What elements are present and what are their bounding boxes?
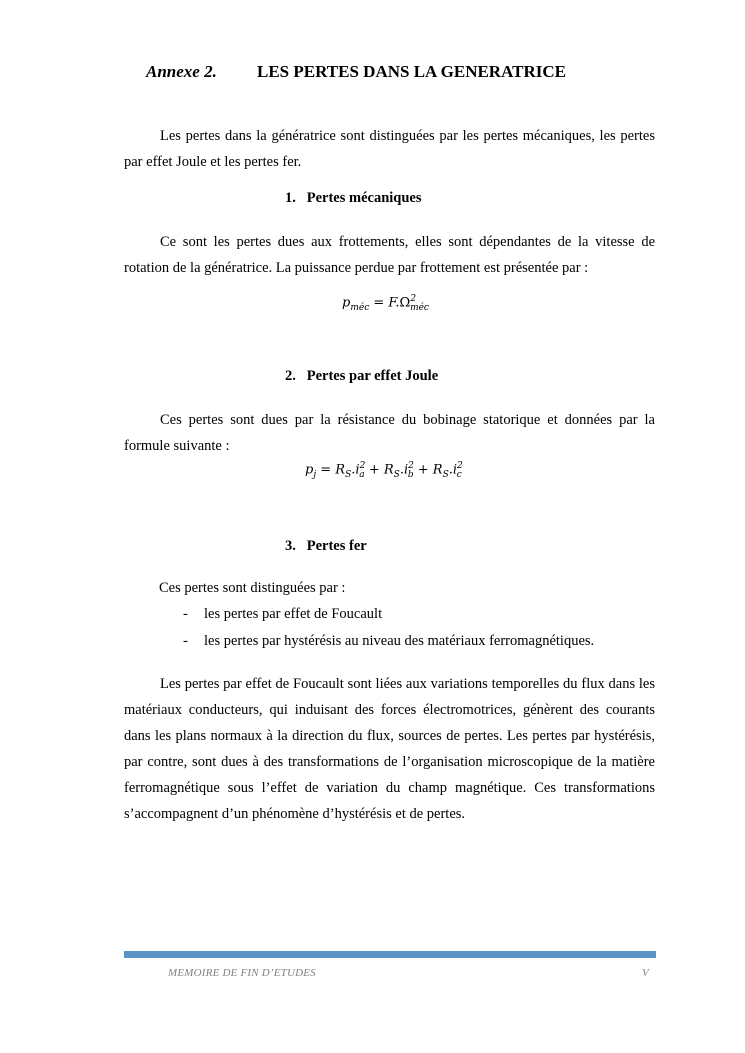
- section-3-intro: Ces pertes sont distinguées par :: [159, 580, 346, 596]
- section-2-number: 2.: [285, 368, 296, 384]
- section-3-paragraph: [124, 671, 655, 827]
- section-2-heading: [285, 368, 438, 385]
- bullet-marker: -: [183, 633, 188, 649]
- annex-label: Annexe 2.: [146, 62, 217, 81]
- section-2-paragraph: [124, 407, 655, 459]
- list-item: les pertes par hystérésis au niveau des matériaux ferromagnétiques.: [204, 633, 595, 649]
- section-3-number: 3.: [285, 538, 296, 554]
- formula-joule-losses: $p_j = R_S.i^2_a + R_S.i^2_b + R_S.i^2_c$: [305, 461, 463, 480]
- section-1-title: Pertes mécaniques: [306, 190, 422, 206]
- page-title: LES PERTES DANS LA GENERATRICE: [257, 62, 566, 81]
- section-3-heading: [285, 538, 367, 555]
- intro-paragraph: [124, 123, 655, 175]
- section-1-paragraph: [124, 229, 655, 281]
- page-number: V: [642, 967, 649, 979]
- section-2-title: Pertes par effet Joule: [306, 368, 439, 384]
- section-2-text: Ces pertes sont dues par la résistance du bobinage statorique et données par la formule suivante :: [124, 412, 655, 454]
- bullet-marker: -: [183, 606, 188, 622]
- list-item: les pertes par effet de Foucault: [204, 606, 383, 622]
- footer-bar: [124, 951, 656, 958]
- footer-title: MEMOIRE DE FIN D’ETUDES: [168, 967, 316, 979]
- section-3-text: Les pertes par effet de Foucault sont liées aux variations temporelles du flux dans les matériaux conducteurs, qui induisant des forces électromotrices, génèrent des courants dans les plans normaux à la direction du flux, sources de pertes. Les pertes par hystérésis, par contre, sont dues à des transformations de l’organisation microscopique de la matière ferromagnétique sous l’effet de variation du champ magnétique. Ces transformations s’accompagnent d’un phénomène d’hystérésis et de pertes.: [124, 676, 655, 822]
- intro-text: Les pertes dans la génératrice sont distinguées par les pertes mécaniques, les pertes par effet Joule et les pertes fer.: [124, 128, 655, 170]
- section-1-number: 1.: [285, 190, 296, 206]
- section-3-title: Pertes fer: [306, 538, 367, 554]
- formula-mechanical-losses: $p_{méc} = F.\Omega^2_{méc}$: [342, 294, 429, 313]
- section-1-text: Ce sont les pertes dues aux frottements, elles sont dépendantes de la vitesse de rotation de la génératrice. La puissance perdue par frottement est présentée par :: [124, 234, 655, 276]
- section-1-heading: [285, 190, 422, 207]
